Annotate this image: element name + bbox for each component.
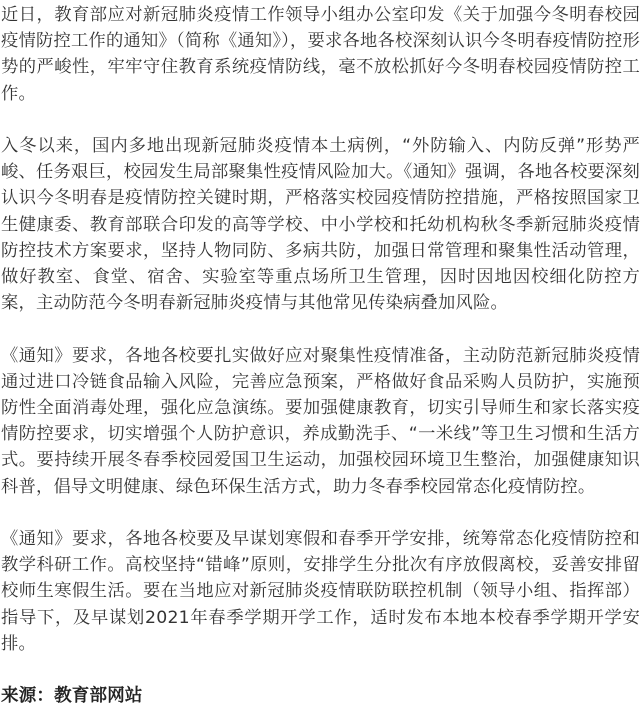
article-source: 来源：教育部网站 [1, 686, 143, 707]
article-paragraph-2: 入冬以来，国内多地出现新冠肺炎疫情本土病例，“外防输入、内防反弹”形势严峻、任务艰巨，校园发生局部聚集性疫情风险加大。《通知》强调，各地各校要深刻认识今冬明春是疫情防控关键时期，严格落实校园疫情防控措施，严格按照国家卫生健康委、教育部联合印发的高等学校、中小学校和托幼机构秋冬季新冠肺炎疫情防控技术方案要求，坚持人物同防、多病共防，加强日常管理和聚集性活动管理，做好教室、食堂、宿舍、实验室等重点场所卫生管理，因时因地因校细化防控方案，主动防范今冬明春新冠肺炎疫情与其他常见传染病叠加风险。 [1, 136, 640, 314]
article-paragraph-3: 《通知》要求，各地各校要扎实做好应对聚集性疫情准备，主动防范新冠肺炎疫情通过进口冷链食品输入风险，完善应急预案，严格做好食品采购人员防护，实施预防性全面消毒处理，强化应急演练。要加强健康教育，切实引导师生和家长落实疫情防控要求，切实增强个人防护意识，养成勤洗手、“一米线”等卫生习惯和生活方式。要持续开展冬春季校园爱国卫生运动，加强校园环境卫生整治，加强健康知识科普，倡导文明健康、绿色环保生活方式，助力冬春季校园常态化疫情防控。 [1, 345, 640, 497]
article-paragraph-1: 近日，教育部应对新冠肺炎疫情工作领导小组办公室印发《关于加强今冬明春校园疫情防控工作的通知》（简称《通知》），要求各地各校深刻认识今冬明春疫情防控形势的严峻性，牢牢守住教育系统疫情防线，毫不放松抓好今冬明春校园疫情防控工作。 [1, 5, 640, 104]
article-paragraph-4: 《通知》要求，各地各校要及早谋划寒假和春季开学安排，统筹常态化疫情防控和教学科研工作。高校坚持“错峰”原则，安排学生分批次有序放假离校，妥善安排留校师生寒假生活。要在当地应对新冠肺炎疫情联防联控机制（领导小组、指挥部）指导下，及早谋划2021年春季学期开学工作，适时发布本地本校春季学期开学安排。 [1, 529, 640, 654]
